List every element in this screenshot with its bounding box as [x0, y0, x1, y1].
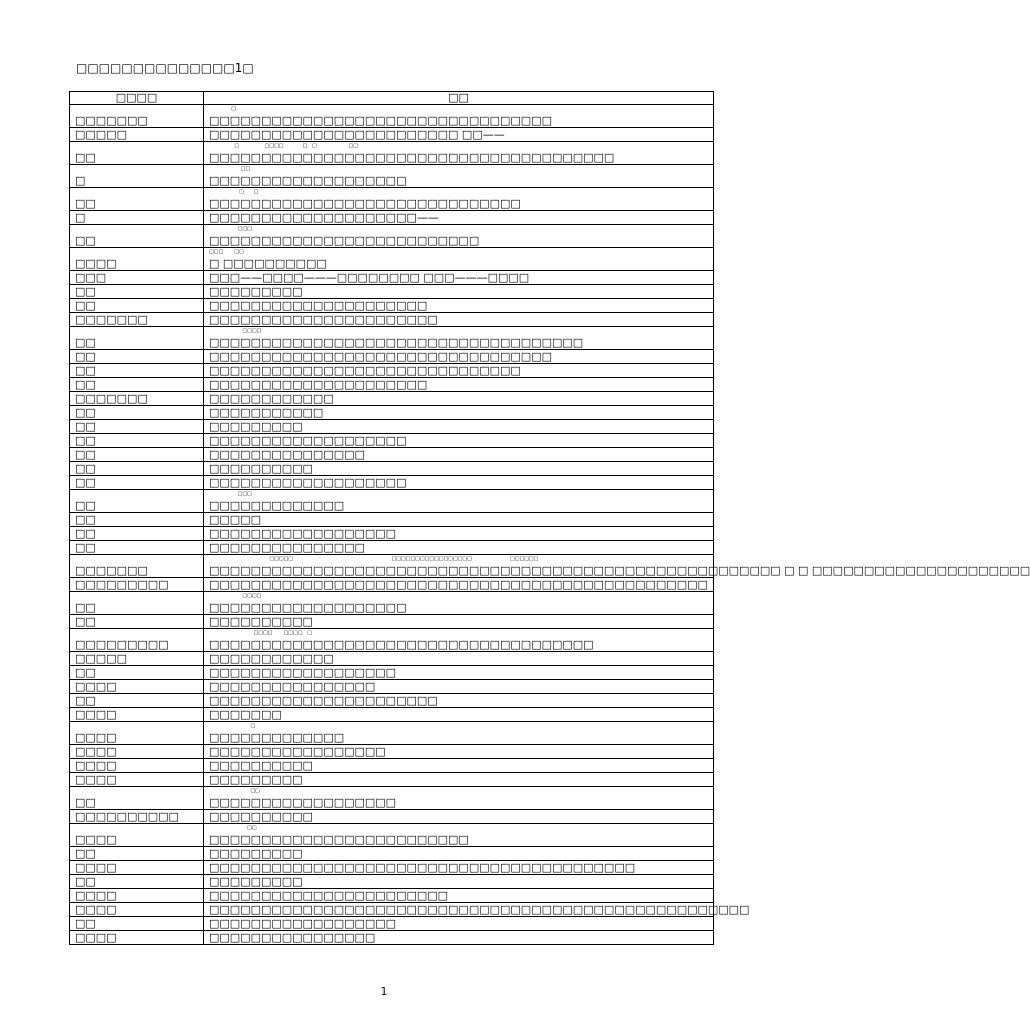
table-row — [70, 847, 714, 861]
definition-text: □□□□□ — [209, 513, 261, 526]
term-cell: □□□□□□□ — [70, 392, 204, 406]
header-term: □□□□ — [70, 92, 204, 105]
table-row — [70, 745, 714, 759]
table-row — [70, 513, 714, 527]
table-row — [70, 299, 714, 313]
term-cell: □□□□ — [70, 745, 204, 759]
table-row — [70, 652, 714, 666]
definition-cell — [204, 211, 714, 225]
term-cell: □□ — [70, 406, 204, 420]
table-row — [70, 773, 714, 787]
furigana-annotation: □□□ — [209, 226, 252, 232]
definition-cell — [204, 615, 714, 629]
definition-text: □□□□□□□□□ — [209, 773, 303, 786]
definition-cell — [204, 903, 750, 917]
term-cell: □□ — [70, 448, 204, 462]
definition-text: □□□□□□□□□□□□ — [209, 652, 334, 665]
definition-text: □□□□□□□□□ — [209, 875, 303, 888]
definition-text: □□□□□□□□□□□□□□□□□□□□□□□□□□□□□□□□□ — [209, 114, 552, 127]
term-cell: □□□ — [70, 271, 204, 285]
definition-cell — [204, 694, 714, 708]
table-row — [70, 128, 714, 142]
definition-text: □□□□□□□□□□□□□□□□□□□ — [209, 434, 407, 447]
furigana-annotation: □□□□ □□□□ □ — [209, 630, 312, 636]
definition-text: □□□□□□□□□□□□□□□□□□□ — [209, 476, 407, 489]
definition-cell — [204, 513, 714, 527]
table-row — [70, 875, 714, 889]
table-row — [70, 350, 714, 364]
table-row — [70, 434, 714, 448]
term-cell: □□ — [70, 364, 204, 378]
term-cell: □□ — [70, 694, 204, 708]
table-row — [70, 248, 714, 271]
furigana-annotation: □□□ □□ — [209, 249, 244, 255]
definition-text: □□□□□□□□□□□□□□□□□□□□□ — [209, 299, 428, 312]
term-cell: □□□□□□□ — [70, 555, 204, 578]
table-header-row — [70, 92, 714, 105]
definition-text: □□□□□□□□□□□□□□□□□□□□□□□□□□□□□□□□□□□□□ — [209, 638, 594, 651]
term-cell: □□ — [70, 527, 204, 541]
definition-text: □□□□□□□□□□□□□□□□□□□□□□□□□□□□□□□□□ — [209, 350, 552, 363]
furigana-annotation: □ □ — [209, 189, 259, 195]
table-row — [70, 629, 714, 652]
definition-text: □□□□□□□□□□□□□□□□□□□□□□□□□□□□□□□□□□□□□□□□□□□□□□□□□□□□□□□ □ □ □□□□□□□□□□□□□□□□□□□□□ — [209, 564, 1030, 577]
definition-text: □□□□□□□□□□ — [209, 810, 313, 823]
definition-text: □□□□□□□□□□□□□□□□□□□□□□□□□□□□□□ — [209, 197, 521, 210]
definition-text: □□□□□□□□□ — [209, 847, 303, 860]
table-row — [70, 285, 714, 299]
definition-text: □□□□□□□□□□□□□□□□□□□□□□□□□□□□□□□□□□□□ — [209, 336, 584, 349]
furigana-annotation: □ — [209, 106, 236, 112]
table-row — [70, 708, 714, 722]
table-row — [70, 824, 714, 847]
table-row — [70, 722, 714, 745]
table-row — [70, 378, 714, 392]
term-cell: □□□□□ — [70, 128, 204, 142]
definition-text: □□□□□□□□□□□□□□□□ — [209, 931, 376, 944]
definition-cell — [204, 188, 714, 211]
definition-text: □□□□□□□□□□□□□□□□□□□□□□□□□□□□□□□□□□□□□□□ — [209, 151, 615, 164]
definition-text: □□□□□□□□□□□□□□□□□□□□□□□□□ — [209, 833, 469, 846]
definition-cell — [204, 128, 714, 142]
definition-cell — [204, 462, 714, 476]
definition-cell — [204, 708, 714, 722]
definition-text: □□□□□□□□□□□□□□□□□□□□□□□ — [209, 889, 449, 902]
definition-text: □□□□□□□□□□□□□□□ — [209, 448, 365, 461]
term-cell: □□ — [70, 142, 204, 165]
table-body — [70, 105, 1030, 945]
term-cell: □□ — [70, 666, 204, 680]
table-row — [70, 578, 714, 592]
table-row — [70, 490, 714, 513]
definition-text: □□□□□□□□□□□□□□□□□ — [209, 745, 386, 758]
table-row — [70, 903, 714, 917]
definition-text: □□□□□□□□□□□□□□□□□□□□—— — [209, 211, 439, 224]
definition-cell — [204, 364, 714, 378]
definition-cell — [204, 142, 714, 165]
definition-text: □□□□□□□□□□□□□□□□□□□ — [209, 601, 407, 614]
definition-text: □□□□□□□□□□□□□□□□□□ — [209, 666, 397, 679]
term-cell: □□□□ — [70, 722, 204, 745]
definition-cell — [204, 666, 714, 680]
definition-cell — [204, 787, 714, 810]
term-cell: □□ — [70, 513, 204, 527]
furigana-annotation: □ — [209, 723, 256, 729]
term-cell: □ — [70, 165, 204, 188]
term-cell: □□ — [70, 434, 204, 448]
definition-text: □□□□□□□□□□□□□ — [209, 499, 345, 512]
table-row — [70, 787, 714, 810]
definition-cell — [204, 476, 714, 490]
definition-cell — [204, 225, 714, 248]
definition-text: □□□□□□□□□□ — [209, 615, 313, 628]
definition-cell — [204, 527, 714, 541]
definition-text: □□□□□□□□□□□□□□□□□□□ — [209, 174, 407, 187]
table-row — [70, 541, 714, 555]
definition-text: □□□□□□□□□ — [209, 285, 303, 298]
term-cell: □□ — [70, 350, 204, 364]
definition-cell — [204, 420, 714, 434]
table-row — [70, 615, 714, 629]
definition-cell — [204, 313, 714, 327]
definition-text: □□□□□□□□□□ — [209, 759, 313, 772]
definition-cell — [204, 652, 714, 666]
definition-cell — [204, 810, 714, 824]
term-cell: □□ — [70, 917, 204, 931]
definition-text: □□□□□□□□□□□□□□□□□□□□□ — [209, 378, 428, 391]
table-row — [70, 364, 714, 378]
definition-cell — [204, 165, 714, 188]
term-cell: □□ — [70, 541, 204, 555]
definition-cell — [204, 917, 714, 931]
table-row — [70, 666, 714, 680]
furigana-annotation: □□□□ — [209, 593, 262, 599]
vocabulary-table — [69, 91, 1030, 945]
definition-cell — [204, 592, 714, 615]
table-row — [70, 476, 714, 490]
definition-cell — [204, 378, 714, 392]
term-cell: □ — [70, 211, 204, 225]
furigana-annotation: □ □□□□ □ □ □□ — [209, 143, 359, 149]
term-cell: □□ — [70, 188, 204, 211]
term-cell: □□ — [70, 285, 204, 299]
table-row — [70, 680, 714, 694]
definition-cell — [204, 889, 714, 903]
furigana-annotation: □□□□ — [209, 328, 262, 334]
definition-text: □□□□□□□□□□□□□□□□□□ — [209, 796, 397, 809]
furigana-annotation: □□ — [209, 788, 260, 794]
definition-cell — [204, 555, 1030, 578]
page-number: 1 — [380, 985, 388, 998]
definition-cell — [204, 406, 714, 420]
table-row — [70, 271, 714, 285]
table-row — [70, 313, 714, 327]
table-row — [70, 105, 714, 128]
table-row — [70, 917, 714, 931]
definition-text: □□□□□□□□□□□□□□□□□□□□□□ — [209, 694, 438, 707]
definition-cell — [204, 285, 714, 299]
table-row — [70, 810, 714, 824]
table-row — [70, 861, 714, 875]
term-cell: □□□□□□□□□□ — [70, 810, 204, 824]
definition-text: □□□□□□□□□□□ — [209, 406, 324, 419]
definition-text: □□□□□□□□□□□□□□□□□□□□□□□□□□□□□□□□□□□□□□□□□□□□□□□□ — [209, 578, 708, 591]
definition-cell — [204, 434, 714, 448]
term-cell: □□ — [70, 299, 204, 313]
term-cell: □□□□ — [70, 680, 204, 694]
definition-text: □ □□□□□□□□□□ — [209, 257, 327, 270]
definition-cell — [204, 541, 714, 555]
term-cell: □□ — [70, 225, 204, 248]
table-row — [70, 592, 714, 615]
term-cell: □□□□ — [70, 931, 204, 945]
term-cell: □□ — [70, 476, 204, 490]
definition-cell — [204, 392, 714, 406]
definition-text: □□□——□□□□———□□□□□□□□ □□□———□□□□ — [209, 271, 530, 284]
term-cell: □□□□□□□□□ — [70, 578, 204, 592]
definition-cell — [204, 680, 714, 694]
definition-text: □□□□□□□□□□□□□□□□□□ — [209, 527, 397, 540]
definition-cell — [204, 931, 714, 945]
definition-cell — [204, 448, 714, 462]
definition-text: □□□□□□□□□□□□□□□□□□ — [209, 917, 397, 930]
term-cell: □□□□ — [70, 759, 204, 773]
definition-cell — [204, 350, 714, 364]
table-row — [70, 931, 714, 945]
definition-cell — [204, 722, 714, 745]
term-cell: □□ — [70, 327, 204, 350]
definition-cell — [204, 875, 714, 889]
definition-text: □□□□□□□□□□□□□□□□□□□□□□□□ □□—— — [209, 128, 505, 141]
definition-cell — [204, 271, 714, 285]
definition-text: □□□□□□□□□□ — [209, 462, 313, 475]
definition-text: □□□□□□□ — [209, 708, 282, 721]
table-row — [70, 165, 714, 188]
definition-cell — [204, 773, 714, 787]
furigana-annotation: □□ — [209, 825, 257, 831]
document-title: □□□□□□□□□□□□□□1□ — [76, 61, 254, 75]
table-row — [70, 759, 714, 773]
table-row — [70, 527, 714, 541]
definition-text: □□□□□□□□□□□□□□□□□□□□□□□□□□□□□□□□□□□□□□□□□□□□□□□□□□□□ — [209, 903, 750, 916]
table-row — [70, 462, 714, 476]
term-cell: □□□□ — [70, 708, 204, 722]
table-row — [70, 188, 714, 211]
header-definition: □□ — [204, 92, 714, 105]
term-cell: □□□□ — [70, 824, 204, 847]
table-row — [70, 327, 714, 350]
term-cell: □□□□ — [70, 889, 204, 903]
definition-cell — [204, 745, 714, 759]
definition-cell — [204, 248, 714, 271]
term-cell: □□□□ — [70, 861, 204, 875]
definition-text: □□□□□□□□□□□□□□□ — [209, 541, 365, 554]
term-cell: □□ — [70, 378, 204, 392]
definition-cell — [204, 847, 714, 861]
definition-cell — [204, 629, 714, 652]
definition-cell — [204, 490, 714, 513]
definition-text: □□□□□□□□□ — [209, 420, 303, 433]
term-cell: □□□□□ — [70, 652, 204, 666]
table-row — [70, 420, 714, 434]
term-cell: □□□□ — [70, 903, 204, 917]
definition-text: □□□□□□□□□□□□□ — [209, 731, 345, 744]
definition-cell — [204, 759, 714, 773]
term-cell: □□□□□□□ — [70, 313, 204, 327]
term-cell: □□ — [70, 615, 204, 629]
term-cell: □□□□□□□ — [70, 105, 204, 128]
table-row — [70, 406, 714, 420]
table-row — [70, 694, 714, 708]
definition-cell — [204, 299, 714, 313]
term-cell: □□ — [70, 420, 204, 434]
definition-text: □□□□□□□□□□□□□□□□□□□□□□□□□□□□□□ — [209, 364, 521, 377]
term-cell: □□ — [70, 787, 204, 810]
furigana-annotation: □□□ — [209, 491, 252, 497]
definition-cell — [204, 105, 714, 128]
term-cell: □□□□□□□□□ — [70, 629, 204, 652]
term-cell: □□ — [70, 490, 204, 513]
table-row — [70, 448, 714, 462]
definition-text: □□□□□□□□□□□□□□□□□□□□□□□□□□ — [209, 234, 480, 247]
furigana-annotation: □□□□□ □□□□□□□□□□□□□□□□□ □□□□□□ — [209, 556, 539, 562]
definition-text: □□□□□□□□□□□□□□□□□□□□□□ — [209, 313, 438, 326]
furigana-annotation: □□ — [209, 166, 251, 172]
table-row — [70, 889, 714, 903]
table-row — [70, 225, 714, 248]
table-row — [70, 142, 714, 165]
table-row — [70, 555, 714, 578]
definition-text: □□□□□□□□□□□□□□□□ — [209, 680, 376, 693]
term-cell: □□□□ — [70, 248, 204, 271]
definition-cell — [204, 861, 714, 875]
definition-cell — [204, 327, 714, 350]
term-cell: □□ — [70, 462, 204, 476]
definition-cell — [204, 578, 714, 592]
definition-cell — [204, 824, 714, 847]
term-cell: □□□□ — [70, 773, 204, 787]
definition-text: □□□□□□□□□□□□ — [209, 392, 334, 405]
term-cell: □□ — [70, 847, 204, 861]
definition-text: □□□□□□□□□□□□□□□□□□□□□□□□□□□□□□□□□□□□□□□□□ — [209, 861, 636, 874]
table-row — [70, 211, 714, 225]
table-row — [70, 392, 714, 406]
term-cell: □□ — [70, 592, 204, 615]
term-cell: □□ — [70, 875, 204, 889]
